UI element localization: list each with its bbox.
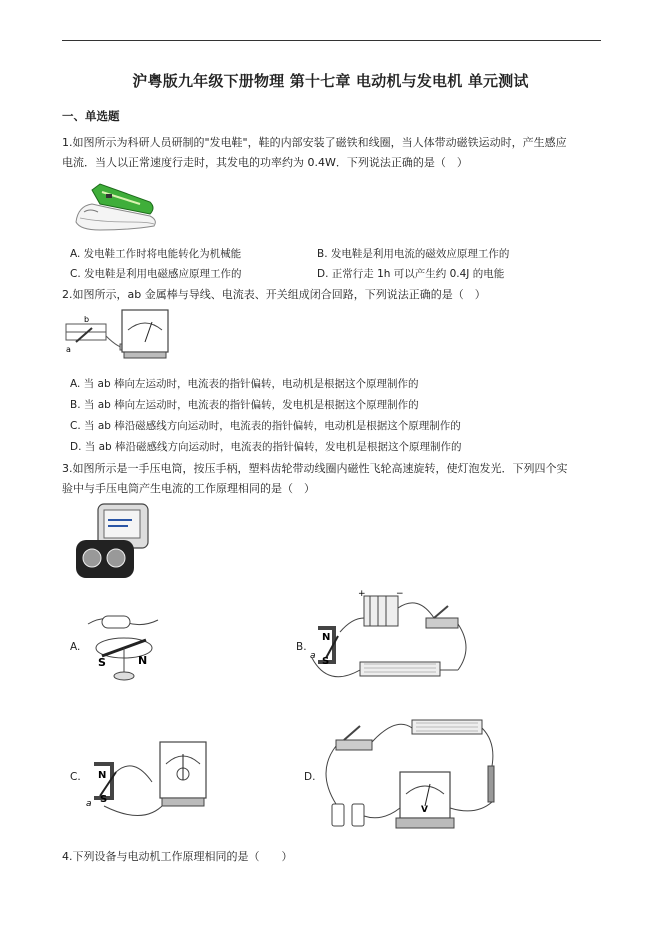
q3-text-line2: 验中与手压电筒产生电流的工作原理相同的是（ ）	[62, 482, 315, 495]
q3-figure-c-generator-galvanometer[interactable]	[84, 736, 216, 820]
hand-flashlight-figure	[72, 500, 152, 582]
fig-c-n: N	[98, 770, 107, 781]
q1-option-c[interactable]: C. 发电鞋是利用电磁感应原理工作的	[70, 268, 242, 280]
fig-b-s: S	[322, 656, 330, 667]
ab-rod-circuit-figure	[62, 308, 182, 364]
q1-option-d[interactable]: D. 正常行走 1h 可以产生约 0.4J 的电能	[317, 268, 505, 280]
q2-text: 2.如图所示，ab 金属棒与导线、电流表、开关组成闭合回路，下列说法正确的是（ ）	[62, 288, 486, 301]
page-title: 沪粤版九年级下册物理 第十七章 电动机与发电机 单元测试	[132, 72, 529, 90]
section-heading: 一、单选题	[62, 109, 120, 123]
q1-option-b[interactable]: B. 发电鞋是利用电流的磁效应原理工作的	[317, 248, 510, 260]
fig-b-minus: −	[396, 589, 404, 599]
fig-b-plus: +	[358, 589, 366, 599]
q2-option-a[interactable]: A. 当 ab 棒向左运动时，电流表的指针偏转，电动机是根据这个原理制作的	[70, 378, 419, 390]
q4-text: 4.下列设备与电动机工作原理相同的是（ ）	[62, 850, 293, 863]
fig-c-a: a	[86, 799, 92, 809]
fig-c-s: S	[100, 794, 108, 805]
q3-label-a: A.	[70, 641, 81, 653]
q3-figure-a-oersted[interactable]	[84, 604, 164, 684]
q1-option-a[interactable]: A. 发电鞋工作时将电能转化为机械能	[70, 248, 242, 260]
fig-b-n: N	[322, 632, 331, 643]
top-rule	[62, 40, 601, 41]
q3-label-b: B.	[296, 641, 307, 653]
fig-b-a: a	[310, 651, 316, 661]
q2-option-c[interactable]: C. 当 ab 棒沿磁感线方向运动时，电流表的指针偏转，电动机是根据这个原理制作的	[70, 420, 461, 432]
q2-option-b[interactable]: B. 当 ab 棒向左运动时，电流表的指针偏转，发电机是根据这个原理制作的	[70, 399, 419, 411]
q3-text-line1: 3.如图所示是一手压电筒，按压手柄，塑料齿轮带动线圈内磁性飞轮高速旋转，使灯泡发光．下列四个实	[62, 462, 568, 475]
shoe-figure	[70, 178, 160, 236]
q3-label-c: C.	[70, 771, 81, 783]
rod-label-b: b	[84, 315, 90, 324]
q3-figure-d-voltmeter-circuit[interactable]	[316, 712, 506, 836]
fig-d-v: V	[421, 805, 428, 815]
rod-label-a: a	[66, 345, 71, 354]
q2-option-d[interactable]: D. 当 ab 棒沿磁感线方向运动时，电流表的指针偏转，发电机是根据这个原理制作的	[70, 441, 462, 453]
q3-figure-b-motor-circuit[interactable]	[308, 588, 478, 692]
q1-text-line1: 1.如图所示为科研人员研制的"发电鞋"，鞋的内部安装了磁铁和线圈，当人体带动磁铁运动时，产生感应	[62, 136, 567, 149]
q3-label-d: D.	[304, 771, 316, 783]
q1-text-line2: 电流．当人以正常速度行走时，其发电的功率约为 0.4W．下列说法正确的是（ ）	[62, 156, 468, 169]
fig-a-s: S	[98, 656, 106, 669]
fig-a-n: N	[138, 654, 148, 667]
